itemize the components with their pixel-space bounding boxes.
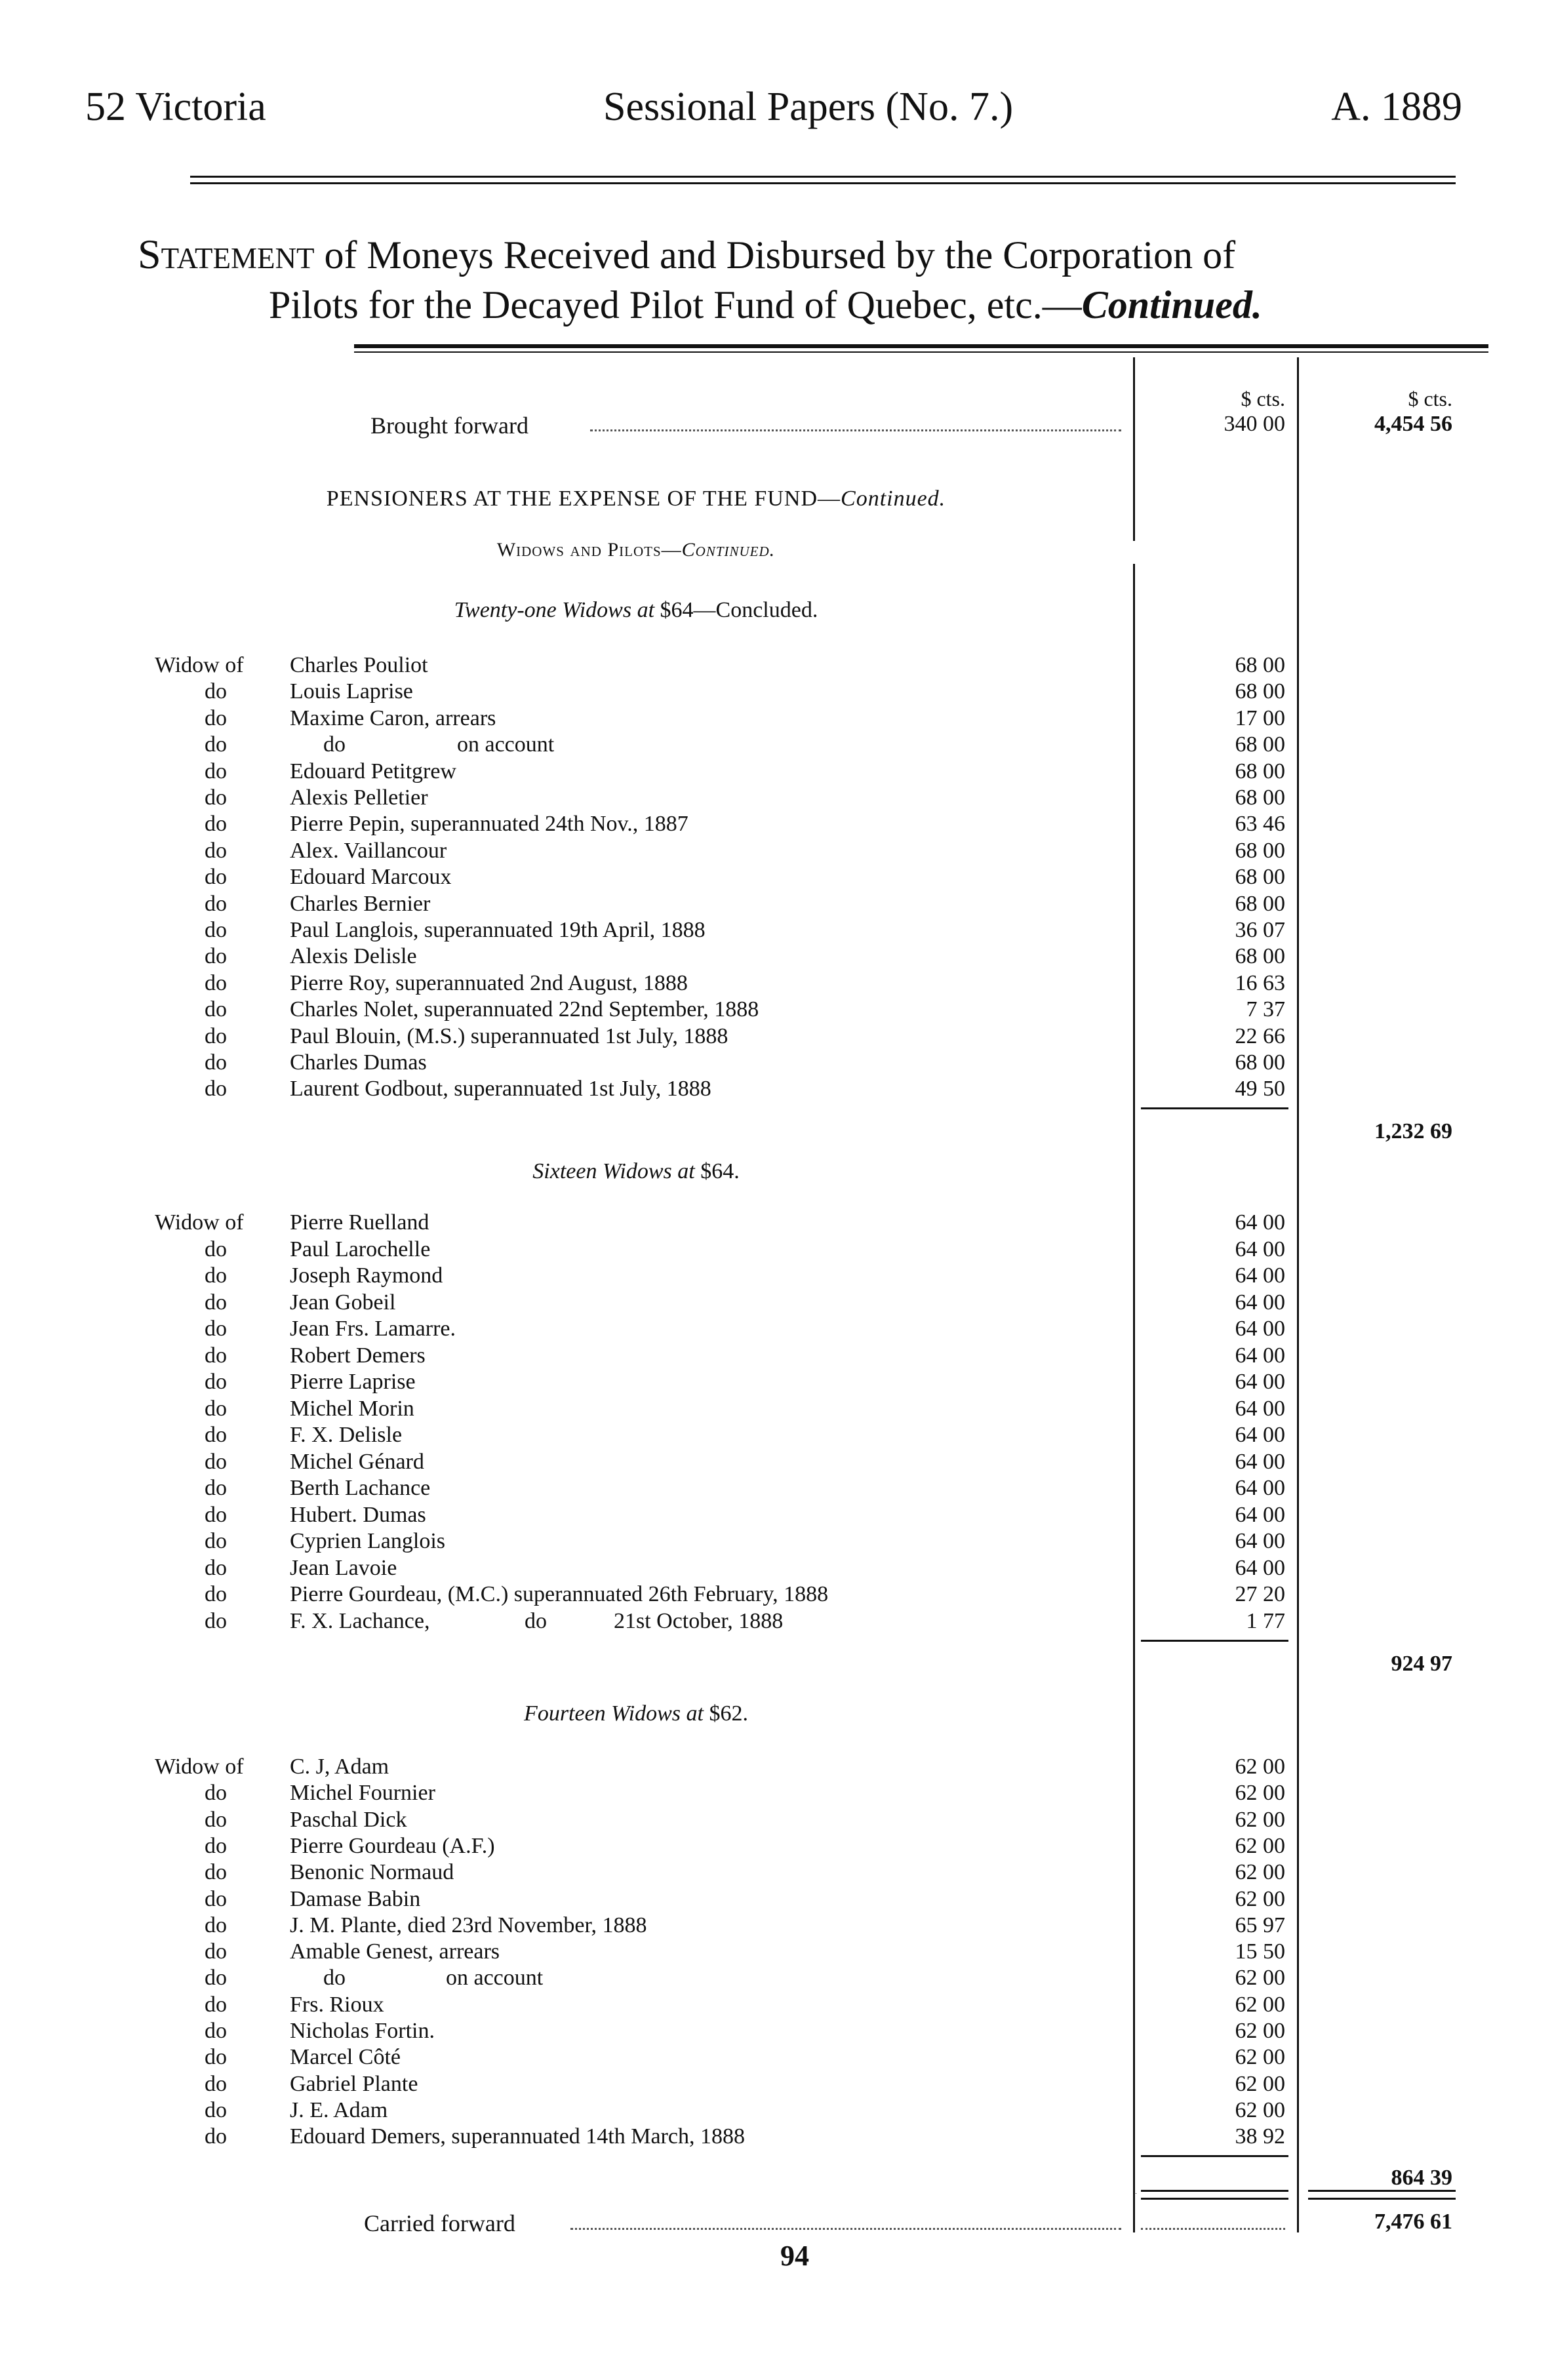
row-amount: 62 00 — [1235, 2071, 1285, 2096]
group-total: 924 97 — [1391, 1651, 1452, 1676]
row-prefix: do — [205, 1396, 227, 1421]
row-amount: 38 92 — [1235, 2124, 1285, 2149]
row-prefix: do — [205, 1370, 227, 1394]
row-amount: 64 00 — [1235, 1396, 1285, 1421]
row-prefix: do — [205, 1237, 227, 1261]
row-name-text: Charles Bernier — [290, 892, 434, 916]
row-prefix: Widow of — [155, 1210, 244, 1235]
table-row — [0, 1833, 1554, 1859]
row-name-text: Michel Fournier — [290, 1781, 439, 1805]
row-name-text: J. E. Adam — [290, 2098, 391, 2122]
table-row — [0, 1555, 1554, 1581]
row-amount: 63 46 — [1235, 812, 1285, 837]
row-name — [290, 1913, 1121, 1939]
title-line-2 — [138, 280, 1262, 330]
row-name — [290, 1076, 1121, 1102]
table-row — [0, 2071, 1554, 2097]
row-prefix: do — [205, 1966, 227, 1991]
row-amount: 62 00 — [1235, 1992, 1285, 2017]
row-prefix: do — [205, 997, 227, 1022]
page-number: 94 — [780, 2240, 809, 2272]
row-name — [290, 2124, 1121, 2150]
row-name-text: Marcel Côté — [290, 2045, 405, 2069]
row-name — [290, 1581, 1121, 1608]
row-name-text: Hubert. Dumas — [290, 1503, 430, 1527]
row-name-text: Berth Lachance — [290, 1476, 434, 1500]
row-prefix: do — [205, 759, 227, 783]
row-name-text: Pierre Gourdeau (A.F.) — [290, 1834, 499, 1858]
row-name-text: Paschal Dick — [290, 1808, 410, 1832]
table-row — [0, 1343, 1554, 1369]
title-line1-rest: of Moneys Received and Disbursed by the Corporation of — [314, 233, 1236, 277]
row-name — [290, 1528, 1121, 1555]
row-name-text: Charles Nolet, superannuated 22nd September, 1888 — [290, 997, 763, 1021]
row-prefix: do — [205, 1886, 227, 1911]
table-row — [0, 1210, 1554, 1236]
row-name-text: Alexis Delisle — [290, 944, 421, 968]
row-amount: 64 00 — [1235, 1476, 1285, 1500]
row-amount: 62 00 — [1235, 1966, 1285, 1991]
row-name-text: Robert Demers — [290, 1343, 429, 1368]
title-line2-plain: Pilots for the Decayed Pilot Fund of Quebec, etc.— — [269, 283, 1082, 327]
row-name — [290, 2097, 1121, 2124]
row-amount: 64 00 — [1235, 1237, 1285, 1261]
row-prefix: do — [205, 865, 227, 890]
group-heading-rest: $64. — [694, 1159, 740, 1183]
row-name — [290, 1263, 1121, 1289]
row-name-text: J. M. Plante, died 23rd November, 1888 — [290, 1913, 650, 1937]
row-prefix: do — [205, 1423, 227, 1447]
table-row — [0, 1754, 1554, 1780]
table-row — [0, 1263, 1554, 1289]
row-prefix: do — [205, 1476, 227, 1500]
group-total: 1,232 69 — [1374, 1119, 1452, 1144]
group-heading-italic: Sixteen Widows at — [532, 1159, 695, 1183]
row-name — [290, 2044, 1121, 2071]
row-amount: 36 07 — [1235, 918, 1285, 942]
statement-title — [138, 229, 1262, 330]
row-name — [290, 997, 1121, 1023]
row-name-text: Louis Laprise — [290, 679, 417, 704]
row-amount: 68 00 — [1235, 759, 1285, 783]
row-prefix: do — [205, 732, 227, 757]
col-rule-left-top — [1133, 357, 1135, 541]
running-header-center: Sessional Papers (No. 7.) — [603, 85, 1014, 129]
row-amount: 64 00 — [1235, 1423, 1285, 1447]
title-line2-italic: Continued. — [1081, 283, 1262, 327]
table-row — [0, 2018, 1554, 2044]
row-name-text: Joseph Raymond — [290, 1263, 447, 1288]
row-name — [290, 1502, 1121, 1528]
table-row — [0, 1939, 1554, 1965]
row-name-text: Jean Gobeil — [290, 1290, 399, 1315]
table-row — [0, 785, 1554, 811]
table-row — [0, 2124, 1554, 2150]
row-name — [290, 1859, 1121, 1886]
row-name-text: Damase Babin — [290, 1887, 424, 1911]
group-heading-rest: $64—Concluded. — [654, 598, 818, 622]
table-row — [0, 1780, 1554, 1806]
row-amount: 64 00 — [1235, 1263, 1285, 1288]
group-heading — [151, 1159, 1121, 1184]
table-row — [0, 1859, 1554, 1886]
row-name-text: Laurent Godbout, superannuated 1st July, 1888 — [290, 1077, 715, 1101]
table-row — [0, 1608, 1554, 1635]
row-amount: 64 00 — [1235, 1370, 1285, 1394]
row-prefix: do — [205, 1608, 227, 1633]
row-prefix: do — [205, 1077, 227, 1101]
table-row — [0, 811, 1554, 837]
row-prefix: do — [205, 1939, 227, 1964]
row-name-text: Maxime Caron, arrears — [290, 706, 500, 730]
row-name-text: Charles Dumas — [290, 1050, 431, 1075]
title-rule-thin — [354, 351, 1488, 353]
table-row — [0, 1528, 1554, 1555]
row-name — [290, 759, 1121, 785]
table-row — [0, 1290, 1554, 1316]
section-title-plain: PENSIONERS AT THE EXPENSE OF THE FUND— — [326, 486, 841, 511]
row-amount: 1 77 — [1246, 1608, 1285, 1633]
table-row — [0, 1237, 1554, 1263]
row-name — [290, 785, 1121, 811]
table-row — [0, 679, 1554, 705]
table-row — [0, 732, 1554, 758]
row-name-text: F. X. Lachance, do 21st October, 1888 — [290, 1609, 787, 1633]
row-amount: 68 00 — [1235, 838, 1285, 863]
col2-unit: $ cts. — [1408, 387, 1452, 410]
row-prefix: do — [205, 1582, 227, 1606]
row-amount: 64 00 — [1235, 1449, 1285, 1474]
row-name-text: Michel Morin — [290, 1397, 418, 1421]
brought-forward-col1: 340 00 — [1224, 412, 1285, 436]
row-prefix: do — [205, 891, 227, 916]
row-amount: 62 00 — [1235, 1860, 1285, 1885]
group-total: 864 39 — [1391, 2166, 1452, 2191]
row-name — [290, 1050, 1121, 1076]
title-smallcaps: Statement — [138, 231, 315, 277]
title-line-1 — [138, 229, 1262, 280]
row-prefix: do — [205, 1555, 227, 1580]
table-row — [0, 838, 1554, 864]
carried-forward-rule-col1-b — [1141, 2198, 1288, 2200]
row-amount: 62 00 — [1235, 2019, 1285, 2043]
row-name-text: Pierre Gourdeau, (M.C.) superannuated 26th February, 1888 — [290, 1582, 832, 1606]
row-amount: 64 00 — [1235, 1290, 1285, 1315]
table-row — [0, 1396, 1554, 1422]
row-prefix: Widow of — [155, 653, 244, 677]
row-name — [290, 1780, 1121, 1806]
row-name — [290, 943, 1121, 970]
row-prefix: do — [205, 918, 227, 942]
group-subtotal-rule — [1141, 1107, 1288, 1109]
row-prefix: do — [205, 679, 227, 704]
row-amount: 62 00 — [1235, 1807, 1285, 1832]
header-rule-bottom — [190, 182, 1456, 184]
row-name — [290, 917, 1121, 943]
row-amount: 64 00 — [1235, 1502, 1285, 1527]
carried-forward-rule-col1-a — [1141, 2190, 1288, 2192]
row-name — [290, 1475, 1121, 1501]
row-amount: 68 00 — [1235, 732, 1285, 757]
row-name — [290, 811, 1121, 837]
row-prefix: do — [205, 1317, 227, 1341]
row-name-text: Edouard Marcoux — [290, 865, 455, 889]
row-amount: 68 00 — [1235, 679, 1285, 704]
row-prefix: do — [205, 2071, 227, 2096]
row-name — [290, 2018, 1121, 2044]
row-prefix: do — [205, 1290, 227, 1315]
col1-unit: $ cts. — [1241, 387, 1285, 410]
table-row — [0, 705, 1554, 732]
brought-forward-col2: 4,454 56 — [1374, 412, 1452, 436]
row-name-text: Alex. Vaillancour — [290, 839, 450, 863]
row-name-text: Frs. Rioux — [290, 1993, 388, 2017]
row-prefix: do — [205, 1781, 227, 1806]
subsection-title — [151, 539, 1121, 561]
row-name-text: Nicholas Fortin. — [290, 2019, 439, 2043]
row-name-text: Pierre Pepin, superannuated 24th Nov., 1887 — [290, 812, 692, 836]
row-prefix: do — [205, 970, 227, 995]
title-rule-thick — [354, 344, 1488, 348]
carried-forward-leader — [570, 2228, 1121, 2230]
carried-forward-rule-col2-a — [1308, 2190, 1456, 2192]
row-prefix: do — [205, 1992, 227, 2017]
carried-forward-rule-col2-b — [1308, 2198, 1456, 2200]
row-name-text: do on account — [290, 1966, 547, 1990]
row-prefix: do — [205, 785, 227, 810]
table-row — [0, 1581, 1554, 1608]
row-amount: 64 00 — [1235, 1529, 1285, 1553]
table-row — [0, 1502, 1554, 1528]
group-heading — [151, 598, 1121, 623]
table-row — [0, 1422, 1554, 1448]
row-prefix: do — [205, 1343, 227, 1368]
row-name-text: Paul Larochelle — [290, 1237, 434, 1261]
table-row — [0, 759, 1554, 785]
group-subtotal-rule — [1141, 1640, 1288, 1642]
row-amount: 62 00 — [1235, 1781, 1285, 1806]
row-name — [290, 970, 1121, 997]
row-prefix: do — [205, 1263, 227, 1288]
row-prefix: do — [205, 812, 227, 837]
row-name — [290, 1886, 1121, 1913]
row-prefix: Widow of — [155, 1755, 244, 1779]
row-amount: 64 00 — [1235, 1317, 1285, 1341]
row-amount: 7 37 — [1246, 997, 1285, 1022]
row-name-text: Amable Genest, arrears — [290, 1939, 504, 1964]
row-amount: 64 00 — [1235, 1343, 1285, 1368]
table-row — [0, 864, 1554, 890]
table-row — [0, 970, 1554, 997]
row-name-text: Paul Blouin, (M.S.) superannuated 1st July, 1888 — [290, 1024, 732, 1048]
group-subtotal-rule — [1141, 2155, 1288, 2157]
table-row — [0, 2044, 1554, 2071]
table-row — [0, 1807, 1554, 1833]
table-row — [0, 1316, 1554, 1342]
group-heading-italic: Fourteen Widows at — [524, 1701, 704, 1726]
row-prefix: do — [205, 2019, 227, 2043]
row-amount: 68 00 — [1235, 865, 1285, 890]
row-prefix: do — [205, 838, 227, 863]
row-amount: 62 00 — [1235, 1755, 1285, 1779]
row-name — [290, 679, 1121, 705]
table-row — [0, 1050, 1554, 1076]
row-name-text: Cyprien Langlois — [290, 1529, 449, 1553]
row-name-text: Jean Frs. Lamarre. — [290, 1317, 460, 1341]
row-amount: 64 00 — [1235, 1210, 1285, 1235]
row-amount: 68 00 — [1235, 891, 1285, 916]
table-row — [0, 1965, 1554, 1991]
row-prefix: do — [205, 2124, 227, 2149]
row-name-text: Gabriel Plante — [290, 2072, 422, 2096]
row-name — [290, 1237, 1121, 1263]
row-name-text: Benonic Normaud — [290, 1860, 458, 1884]
table-row — [0, 891, 1554, 917]
table-row — [0, 1369, 1554, 1395]
row-amount: 62 00 — [1235, 1886, 1285, 1911]
table-row — [0, 1992, 1554, 2018]
row-amount: 15 50 — [1235, 1939, 1285, 1964]
row-name — [290, 864, 1121, 890]
row-name — [290, 1939, 1121, 1965]
row-amount: 68 00 — [1235, 1050, 1285, 1075]
group-heading — [151, 1701, 1121, 1726]
row-name-text: Pierre Laprise — [290, 1370, 420, 1394]
row-name — [290, 1210, 1121, 1236]
table-row — [0, 1475, 1554, 1501]
row-amount: 68 00 — [1235, 944, 1285, 969]
carried-forward-label: Carried forward — [364, 2210, 515, 2236]
row-name — [290, 1555, 1121, 1581]
row-name — [290, 732, 1121, 758]
row-name-text: Michel Génard — [290, 1450, 428, 1474]
row-name — [290, 1965, 1121, 1991]
row-name-text: Charles Pouliot — [290, 653, 432, 677]
row-name-text: Jean Lavoie — [290, 1556, 401, 1580]
row-prefix: do — [205, 1023, 227, 1048]
row-name — [290, 1023, 1121, 1050]
table-row — [0, 652, 1554, 679]
carried-forward-col2: 7,476 61 — [1374, 2210, 1452, 2234]
carried-forward-col1-leader — [1141, 2228, 1285, 2230]
table-row — [0, 1023, 1554, 1050]
row-name-text: Edouard Demers, superannuated 14th March, 1888 — [290, 2124, 749, 2149]
row-amount: 64 00 — [1235, 1555, 1285, 1580]
row-name — [290, 652, 1121, 679]
row-amount: 27 20 — [1235, 1582, 1285, 1606]
row-prefix: do — [205, 1449, 227, 1474]
row-amount: 68 00 — [1235, 653, 1285, 677]
row-name-text: Pierre Roy, superannuated 2nd August, 1888 — [290, 971, 692, 995]
table-row — [0, 2097, 1554, 2124]
row-prefix: do — [205, 1860, 227, 1885]
row-name — [290, 1290, 1121, 1316]
row-prefix: do — [205, 2097, 227, 2122]
row-amount: 17 00 — [1235, 705, 1285, 730]
row-name-text: Paul Langlois, superannuated 19th April, 1888 — [290, 918, 709, 942]
row-name-text: Pierre Ruelland — [290, 1210, 433, 1235]
row-name-text: Edouard Petitgrew — [290, 759, 460, 783]
row-amount: 62 00 — [1235, 2045, 1285, 2070]
subsection-title-italic: Continued. — [681, 539, 776, 561]
row-prefix: do — [205, 1050, 227, 1075]
row-name-text: Alexis Pelletier — [290, 785, 432, 810]
group-heading-italic: Twenty-one Widows at — [454, 598, 655, 622]
row-amount: 16 63 — [1235, 970, 1285, 995]
row-name — [290, 1343, 1121, 1369]
row-prefix: do — [205, 944, 227, 969]
table-row — [0, 1886, 1554, 1913]
row-amount: 22 66 — [1235, 1023, 1285, 1048]
row-name-text: do on account — [290, 732, 558, 757]
row-name-text: F. X. Delisle — [290, 1423, 406, 1447]
row-prefix: do — [205, 1833, 227, 1858]
table-row — [0, 997, 1554, 1023]
row-name — [290, 2071, 1121, 2097]
row-amount: 65 97 — [1235, 1913, 1285, 1937]
row-prefix: do — [205, 705, 227, 730]
row-name — [290, 1992, 1121, 2018]
row-name-text: C. J, Adam — [290, 1755, 393, 1779]
row-name — [290, 1807, 1121, 1833]
section-title — [151, 486, 1121, 511]
row-name — [290, 1396, 1121, 1422]
row-prefix: do — [205, 1529, 227, 1553]
subsection-title-plain: Widows and Pilots— — [496, 539, 682, 561]
row-name — [290, 705, 1121, 732]
row-prefix: do — [205, 1913, 227, 1937]
row-name — [290, 1422, 1121, 1448]
row-name — [290, 891, 1121, 917]
row-amount: 62 00 — [1235, 1833, 1285, 1858]
row-name — [290, 1449, 1121, 1475]
table-row — [0, 1913, 1554, 1939]
table-row — [0, 917, 1554, 943]
row-prefix: do — [205, 2045, 227, 2070]
running-header-right: A. 1889 — [1331, 85, 1462, 129]
group-heading-rest: $62. — [703, 1701, 748, 1726]
table-row — [0, 943, 1554, 970]
table-row — [0, 1449, 1554, 1475]
row-amount: 62 00 — [1235, 2097, 1285, 2122]
row-amount: 68 00 — [1235, 785, 1285, 810]
running-header-left: 52 Victoria — [85, 85, 266, 129]
row-name — [290, 1316, 1121, 1342]
table-row — [0, 1076, 1554, 1102]
row-name — [290, 1369, 1121, 1395]
row-name — [290, 1608, 1121, 1635]
brought-forward-leader — [590, 429, 1121, 431]
section-title-italic: Continued. — [841, 486, 946, 511]
header-rule-top — [190, 176, 1456, 178]
row-name — [290, 838, 1121, 864]
row-name — [290, 1833, 1121, 1859]
row-name — [290, 1754, 1121, 1780]
brought-forward-label: Brought forward — [370, 412, 528, 439]
row-prefix: do — [205, 1502, 227, 1527]
row-amount: 49 50 — [1235, 1077, 1285, 1101]
row-prefix: do — [205, 1807, 227, 1832]
